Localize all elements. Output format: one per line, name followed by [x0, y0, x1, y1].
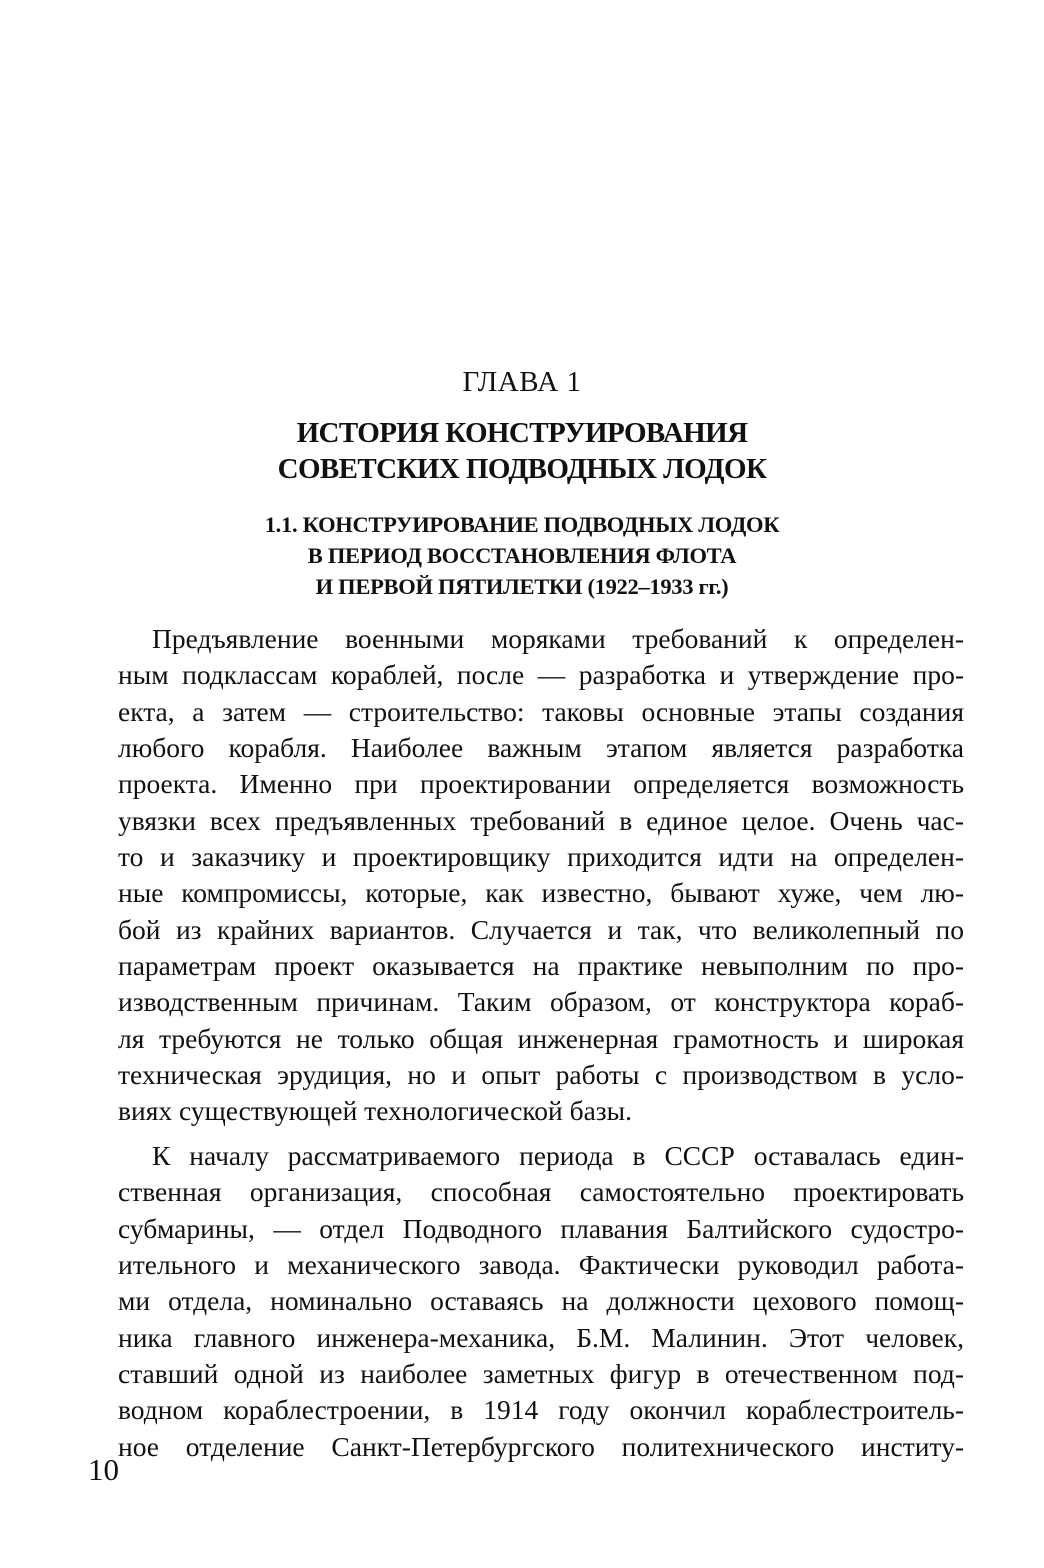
paragraph-gap	[118, 1130, 964, 1138]
chapter-label: ГЛАВА 1	[462, 366, 582, 398]
text-line: ми отдела, номинально оставаясь на должности цехового помощ-	[118, 1285, 964, 1317]
text-line: ставший одной из наиболее заметных фигур в отечественном под-	[118, 1357, 964, 1389]
section-title	[0, 509, 1044, 602]
text-line: ное отделение Санкт-Петербургского политехнического институ-	[118, 1430, 964, 1462]
text-line: ные компромиссы, которые, как известно, бывают хуже, чем лю-	[118, 877, 964, 909]
paragraph	[118, 1138, 964, 1465]
text-line: техническая эрудиция, но и опыт работы с производством в усло-	[118, 1059, 964, 1091]
text-line: водном кораблестроении, в 1914 году окончил кораблестроитель-	[118, 1394, 964, 1426]
paragraph	[118, 621, 964, 1130]
text-line: Предъявление военными моряками требований к определен-	[152, 623, 964, 654]
text-line: екта, а затем — строительство: таковы основные этапы создания	[118, 695, 964, 727]
text-line: любого корабля. Наиболее важным этапом является разработка	[118, 732, 964, 764]
text-line: увязки всех предъявленных требований в единое целое. Очень час-	[118, 804, 964, 836]
text-line: проекта. Именно при проектировании определяется возможность	[118, 768, 964, 800]
text-line: то и заказчику и проектировщику приходится идти на определен-	[118, 841, 964, 873]
body-text	[118, 621, 964, 1465]
text-line: ника главного инженера-механика, Б.М. Малинин. Этот человек,	[118, 1321, 964, 1353]
text-line: изводственным причинам. Таким образом, от конструктора кораб-	[118, 986, 964, 1018]
text-line: виях существующей технологической базы.	[118, 1095, 633, 1127]
chapter-title-line: СОВЕТСКИХ ПОДВОДНЫХ ЛОДОК	[277, 453, 767, 485]
section-title-line: В ПЕРИОД ВОССТАНОВЛЕНИЯ ФЛОТА	[307, 543, 737, 568]
text-line: параметрам проект оказывается на практике невыполним по про-	[118, 950, 964, 982]
section-title-line: 1.1. КОНСТРУИРОВАНИЕ ПОДВОДНЫХ ЛОДОК	[264, 512, 780, 537]
chapter-title-line: ИСТОРИЯ КОНСТРУИРОВАНИЯ	[296, 417, 748, 449]
text-line: субмарины, — отдел Подводного плавания Балтийского судостро-	[118, 1212, 964, 1244]
text-line: К началу рассматриваемого периода в СССР оставалась един-	[152, 1139, 964, 1171]
section-title-line: И ПЕРВОЙ ПЯТИЛЕТКИ (1922–1933 гг.)	[315, 574, 729, 599]
text-line: ля требуются не только общая инженерная грамотность и широкая	[118, 1022, 964, 1054]
text-line: бой из крайних вариантов. Случается и так, что великолепный по	[118, 913, 964, 945]
chapter-title	[0, 415, 1044, 487]
text-line: ственная организация, способная самостоятельно проектировать	[118, 1176, 964, 1208]
text-line: ительного и механического завода. Фактически руководил работа-	[118, 1248, 964, 1280]
text-line: ным подклассам кораблей, после — разработка и утверждение про-	[118, 659, 964, 691]
page-number: 10	[88, 1452, 119, 1487]
